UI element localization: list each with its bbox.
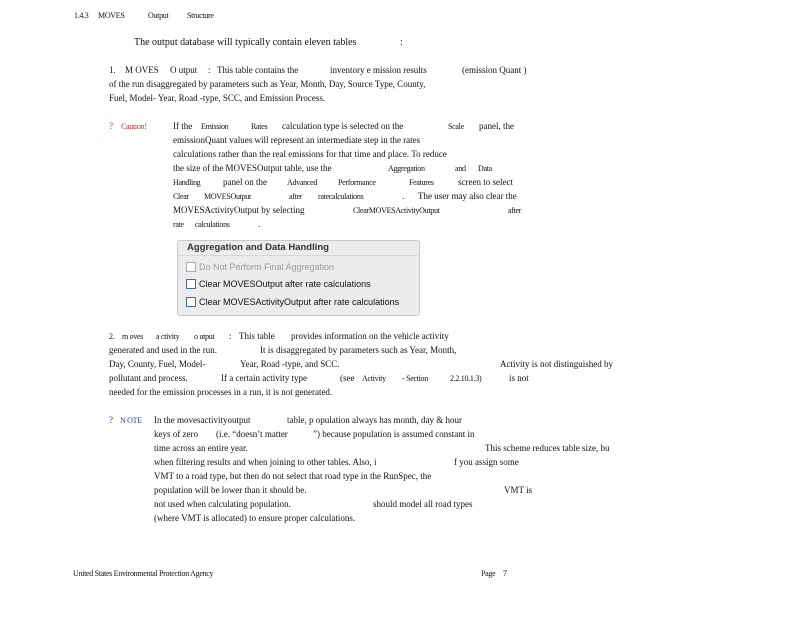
caution-text: If the	[173, 121, 193, 131]
note-text: VMT to a road type, but then do not select that road type in the RunSpec, the	[154, 471, 432, 481]
caution-term: Rates	[251, 122, 268, 131]
item-1-name-part2: O utput	[170, 65, 198, 75]
checkbox-icon[interactable]	[186, 279, 196, 289]
caution-label: Caution!	[121, 122, 147, 131]
caution-term: ratecalculations	[318, 192, 364, 201]
caution-term: after	[289, 192, 303, 201]
item-1-text: inventory e mission results	[330, 65, 427, 75]
option-label: Do Not Perform Final Aggregation	[199, 262, 335, 272]
caution-term: ClearMOVESActivityOutput	[353, 206, 440, 215]
option-do-not-aggregate	[186, 261, 334, 273]
caution-term: rate	[173, 220, 184, 229]
caution-term: after	[508, 206, 522, 215]
item-2-text: This table	[239, 331, 275, 341]
caution-text: screen to select	[458, 177, 513, 187]
item-2-text: generated and used in the run.	[109, 345, 217, 355]
item-2-term: 2.2.10.1.3)	[450, 374, 482, 383]
item-2-number: 2.	[109, 332, 115, 341]
note-text: (where VMT is allocated) to ensure proper calculations.	[154, 513, 356, 523]
note-text: table, p opulation always has month, day & hour	[287, 415, 462, 425]
item-2-name-part2: a ctivity	[156, 332, 180, 341]
note-label: N OTE	[120, 416, 142, 425]
option-label: Clear MOVESOutput after rate calculations	[199, 279, 371, 289]
caution-term: Features	[409, 178, 434, 187]
item-2-name-part1: m oves	[122, 332, 144, 341]
note-text: not used when calculating population.	[154, 499, 291, 509]
panel-divider	[177, 255, 418, 256]
item-2-term: - Section	[402, 374, 428, 383]
caution-text: .	[402, 191, 405, 201]
checkbox-icon[interactable]	[186, 297, 196, 307]
footer-agency: United States Environmental Protection Agency	[73, 569, 214, 578]
caution-term: calculations	[195, 220, 230, 229]
note-text: (i.e. “doesn’t matter	[216, 429, 288, 439]
note-text: keys of zero	[154, 429, 198, 439]
caution-term: MOVESOutput	[204, 192, 251, 201]
option-label: Clear MOVESActivityOutput after rate calculations	[199, 297, 400, 307]
section-number: 1.4.3	[74, 11, 89, 20]
item-2-text: pollutant and process.	[109, 373, 188, 383]
item-2-text: is not	[509, 373, 529, 383]
intro-colon: :	[400, 37, 403, 48]
footer-page-number: 7	[503, 569, 507, 578]
section-word-1: MOVES	[98, 11, 125, 20]
checkbox-icon	[186, 262, 196, 272]
item-1-number: 1.	[109, 65, 116, 75]
caution-term: Emission	[201, 122, 229, 131]
item-2-text: Year, Road -type, and SCC.	[240, 359, 340, 369]
caution-text: calculation type is selected on the	[282, 121, 404, 131]
item-1-text: Fuel, Model- Year, Road -type, SCC, and Emission Process.	[109, 93, 326, 103]
caution-term: Performance	[338, 178, 376, 187]
item-2-text: Activity is not distinguished by	[500, 359, 614, 369]
item-1-name-part1: M OVES	[125, 65, 159, 75]
note-marker-icon: ?	[109, 415, 113, 425]
section-word-3: Structure	[187, 11, 214, 20]
aggregation-panel-title: Aggregation and Data Handling	[187, 242, 329, 253]
note-text: VMT is	[504, 485, 533, 495]
item-2-text: needed for the emission processes in a run, it is not generated.	[109, 387, 333, 397]
caution-term: Data	[478, 164, 492, 173]
caution-text: MOVESActivityOutput by selecting	[173, 205, 305, 215]
caution-term: Scale	[448, 122, 464, 131]
item-1-sep: :	[208, 65, 211, 75]
item-2-text: provides information on the vehicle activity	[291, 331, 449, 341]
caution-term: Aggregation	[388, 164, 425, 173]
item-2-text: (see	[340, 373, 355, 383]
note-text: when filtering results and when joining to other tables. Also, i	[154, 457, 377, 467]
caution-text: panel on the	[223, 177, 267, 187]
note-text: should model all road types	[373, 499, 473, 509]
item-2-term: Activity	[362, 374, 386, 383]
note-text: This scheme reduces table size, bu	[485, 443, 610, 453]
item-1-text: (emission Quant )	[462, 65, 527, 75]
item-1-text: of the run disaggregated by parameters such as Year, Month, Day, Source Type, County,	[109, 79, 426, 89]
note-text: f you assign some	[454, 457, 519, 467]
note-text: population will be lower than it should be.	[154, 485, 307, 495]
section-word-2: Output	[148, 11, 169, 20]
caution-term: and	[455, 164, 466, 173]
caution-marker-icon: ?	[109, 121, 113, 131]
caution-text: emissionQuant values will represent an intermediate step in the rates	[173, 135, 421, 145]
item-1-text: This table contains the	[217, 65, 299, 75]
item-2-text: If a certain activity type	[221, 373, 307, 383]
note-text: time across an entire year.	[154, 443, 248, 453]
caution-text: the size of the MOVESOutput table, use the	[173, 163, 332, 173]
caution-text: calculations rather than the real emissions for that time and place. To reduce	[173, 149, 447, 159]
item-2-text: It is disaggregated by parameters such as Year, Month,	[260, 345, 457, 355]
caution-text: The user may also clear the	[418, 191, 517, 201]
caution-term: Clear	[173, 192, 189, 201]
item-2-name-part3: o utput	[194, 332, 215, 341]
note-text: ”) because population is assumed constant in	[313, 429, 475, 439]
item-2-sep: :	[229, 331, 232, 341]
caution-term: Advanced	[287, 178, 318, 187]
caution-text: panel, the	[479, 121, 514, 131]
intro-text: The output database will typically contain eleven tables	[134, 37, 357, 48]
option-clear-activityoutput[interactable]	[186, 296, 399, 308]
option-clear-movesoutput[interactable]	[186, 278, 371, 290]
item-2-text: Day, County, Fuel, Model-	[109, 359, 206, 369]
footer-page-label: Page	[481, 569, 496, 578]
caution-text: .	[258, 219, 261, 229]
caution-term: Handling	[173, 178, 201, 187]
note-text: In the movesactivityoutput	[154, 415, 251, 425]
